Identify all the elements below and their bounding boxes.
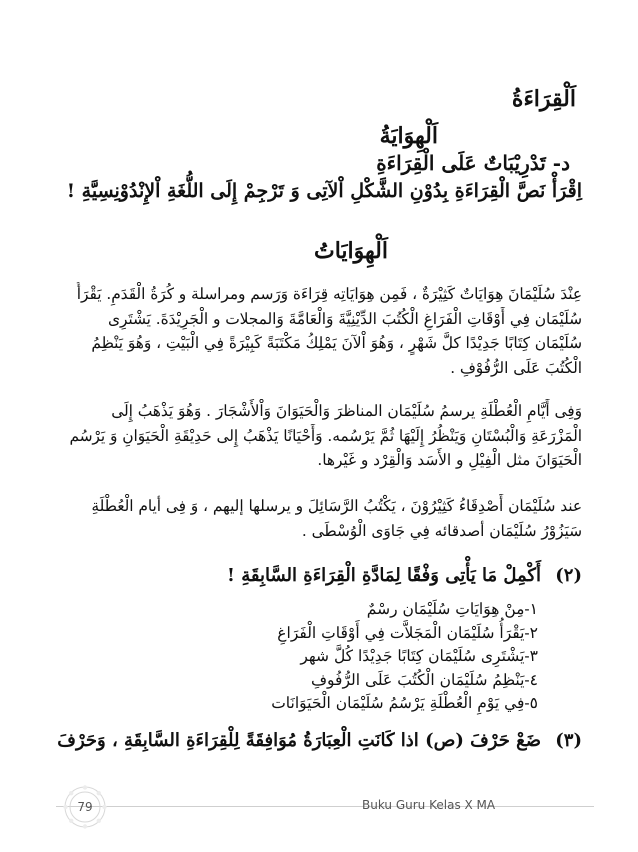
task-3-number: (٣) [555, 730, 582, 751]
paragraph-line: سُلَيْمَان كِتَابًا جَدِيْدًا كلَّ شَهْرٍ ، وَهُوَ اْلآنَ يَمْلِكُ مَكْتَبَةً كَبِيْرَةً فِي الْبَيْتِ ، وَهُوَ يَنْظِمُ [91, 334, 582, 352]
paragraph-line: الْحَيَوَانَ مثل الْفِيْلِ و الأَسَد وَالْقِرْد و غَيْرها. [317, 451, 582, 469]
task-3-heading [40, 730, 582, 751]
paragraph-line: وَفِى أَيَّامِ الْعُطْلَةِ يرسمُ سُلَيْمَان المناظرَ وَالْحَيَوَانَ وَاْلأَشْجَارَ . وَهُوَ يَذْهَبُ إِلَى [111, 402, 582, 420]
list-item: ٢-يَقْرَأُ سُلَيْمَان الْمَجَلاَّت فِي أَوْقَاتِ الْفَرَاغِ [277, 623, 538, 642]
task-2-list [56, 598, 538, 716]
paragraph-line: الْمَزْرَعَةِ وَالْبُسْتَانِ وَيَنْظُرُ إِلَيْهَا ثُمَّ يَرْسُمه. وَأَحْيَانًا يَذْهَبُ إِلى حَدِيْقَةِ الْحَيَوَانِ وَ يَرْسُم [69, 426, 582, 445]
paragraph-line: عِنْدَ سُلَيْمَانَ هِوَايَاتٌ كَثِيْرَةٌ ، فَمِن هِوَايَاتِه قِرَاءَة وَرَسم ومراسلة و كُرَةُ الْقَدَمِ. يَقْرَأُ [76, 285, 582, 303]
lesson-title: اَلْقِرَاءَةُ [511, 86, 576, 112]
task-2-heading [56, 565, 582, 586]
page-number: 79 [77, 800, 93, 814]
footer-book-title: Buku Guru Kelas X MA [362, 798, 496, 812]
paragraph-line: سُلَيْمَان فِي أَوْقَاتِ الْفَرَاغِ الْكُتُبَ الدِّيْنِيَّةَ وَالْعَامَّةَ وَالمجلات و الْجَرِيْدَةَ. يَشْتَرِى [107, 309, 582, 328]
list-item: ٣-يَشْتَرِى سُلَيْمَان كِتَابًا جَدِيْدًا كُلَّ شهر [300, 647, 538, 665]
list-item: ٥-فِي يَوْمِ الْعُطْلَةِ يَرْسُمُ سُلَيْمَان الْحَيَوَانَات [271, 694, 538, 712]
task-2-instruction: أَكْمِلْ مَا يَأْتِى وَفْقًا لِمَادَّةِ الْقِرَاءَةِ السَّابِقَةِ ! [227, 565, 541, 586]
reading-paragraph-3 [60, 494, 582, 543]
list-item: ٤-يَنْظِمُ سُلَيْمَان الْكُتُبَ عَلَى الرُّفُوفِ [310, 670, 538, 689]
lesson-subtitle: اَلْهِوَايَةُ [379, 123, 438, 149]
reading-paragraph-1 [60, 282, 582, 380]
paragraph-line: سَيَزُوْرُ سُلَيْمَان أصدقائه فِي جَاوَى الْوُسْطَى . [301, 521, 582, 540]
paragraph-line: الْكُتُبَ عَلَى الرُّفُوْفِ . [450, 358, 582, 377]
reading-paragraph-2 [60, 399, 582, 473]
reading-title: اَلْهِوَايَاتُ [314, 238, 388, 264]
footer-divider [56, 806, 594, 807]
task-3-instruction: ضَعْ حَرْفَ (ص) اذا كَانَتِ الْعِبَارَةُ مُوَافِقَةً لِلْقِرَاءَةِ السَّابِقَةِ ، وَحَرْفَ [57, 730, 541, 751]
exercise-instruction: اِقْرَأْ نَصَّ الْقِرَاءَةِ بِدُوْنِ الشَّكْلِ اْلآتِى وَ تَرْجِمْ إِلَى اللُّغَةِ اْلإِنْدُوْنِسِيَّةِ ! [66, 180, 582, 202]
paragraph-line: عند سُلَيْمَان أَصْدِقَاءُ كَثِيْرُوْنَ ، يَكْتُبُ الرَّسَائِلَ و يرسلها إليهم ، وَ فِى أيام الْعُطْلَةِ [91, 497, 582, 515]
exercise-heading: د- تَدْرِيْبَاتٌ عَلَى الْقِرَاءَةِ [376, 151, 570, 175]
task-2-number: (٢) [555, 565, 582, 586]
list-item: ١-مِنْ هِوَايَاتِ سُلَيْمَان رسْمٌ [366, 600, 538, 618]
